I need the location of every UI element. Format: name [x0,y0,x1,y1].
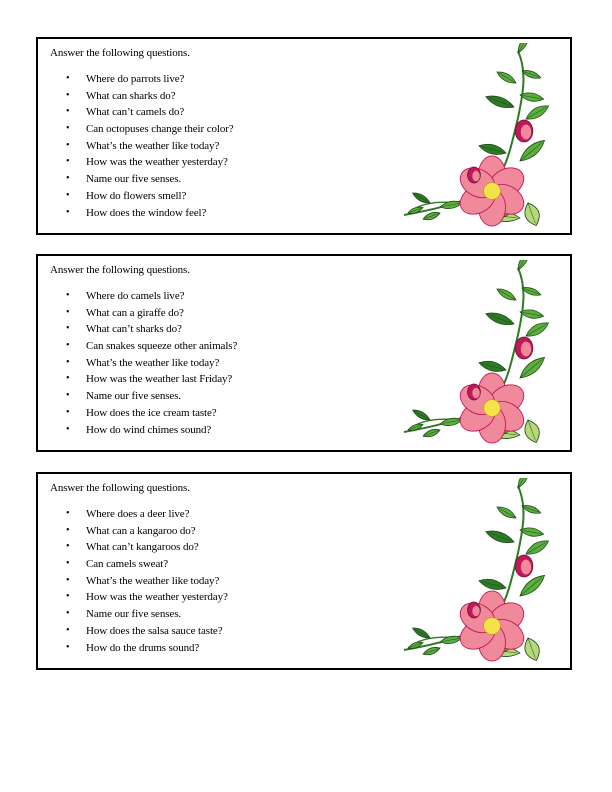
question-text: Name our five senses. [86,608,182,621]
bullet-icon: • [66,608,70,620]
question-text: How do flowers smell? [86,189,187,202]
flower-center [484,183,501,200]
bullet-icon: • [66,574,70,586]
bullet-icon: • [66,323,70,335]
question-text: Where do parrots live? [86,73,185,85]
bullet-icon: • [66,290,70,301]
question-item [54,138,234,155]
question-text: What can’t camels do? [86,106,185,119]
leaf-icon [422,645,441,657]
flower-corner-illustration [400,43,556,227]
question-item [54,523,228,540]
bullet-icon: • [66,558,70,570]
flower-corner-illustration [400,260,556,444]
question-text: How do wind chimes sound? [86,423,212,436]
question-text: What can’t sharks do? [86,323,182,336]
question-item [54,388,237,405]
question-text: How does the window feel? [86,206,207,219]
bullet-icon: • [66,406,70,418]
leaf-icon [495,69,518,86]
leaf-icon [515,260,531,272]
question-item [54,573,228,590]
leaf-icon [495,286,518,303]
leaf-icon [521,418,542,444]
bud-inner [472,170,480,181]
leaf-blade [515,478,531,490]
leaf-icon [524,102,551,123]
leaf-icon [484,93,515,112]
bullet-icon: • [66,123,70,135]
question-text: Where does a deer live? [86,508,190,520]
leaf-blade [515,43,531,55]
bullet-icon: • [66,641,70,653]
question-card-1 [36,37,572,235]
bullet-icon: • [66,106,70,118]
bullet-icon: • [66,206,70,218]
question-item [54,371,237,388]
bullet-icon: • [66,189,70,201]
bullet-icon: • [66,423,70,435]
question-item [54,589,228,606]
bullet-icon: • [66,139,70,151]
question-item [54,606,228,623]
question-text: Can camels sweat? [86,558,168,571]
question-text: Name our five senses. [86,390,182,403]
bud-inner [521,124,532,139]
bullet-icon: • [66,508,70,519]
leaf-icon [422,427,441,439]
card-title: Answer the following questions. [50,482,190,494]
bullet-icon: • [66,373,70,385]
flower-center [484,400,501,417]
question-text: What’s the weather like today? [86,139,220,152]
question-text: What’s the weather like today? [86,574,220,587]
question-item [54,355,237,372]
leaf-icon [478,141,507,157]
flower-icon [455,591,529,661]
flower-icon [455,373,529,443]
question-text: What’s the weather like today? [86,356,220,369]
question-text: How does the salsa sauce taste? [86,624,223,637]
question-text: Can snakes squeeze other animals? [86,340,238,353]
bud-inner [472,605,480,616]
question-item [54,506,228,523]
question-text: How does the ice cream taste? [86,406,217,419]
question-list [54,71,234,221]
bullet-icon: • [66,524,70,536]
leaf-icon [495,504,518,521]
leaf-icon [515,478,531,490]
question-item [54,539,228,556]
flower-icon [455,156,529,226]
bullet-icon: • [66,624,70,636]
question-item [54,121,234,138]
question-text: Name our five senses. [86,173,182,186]
question-item [54,338,237,355]
question-item [54,205,234,222]
bullet-icon: • [66,356,70,368]
bullet-icon: • [66,156,70,168]
question-item [54,154,234,171]
question-item [54,422,237,439]
leaf-icon [515,43,531,55]
leaf-icon [484,310,515,329]
question-item [54,171,234,188]
leaf-icon [484,528,515,547]
leaf-icon [478,576,507,592]
leaf-icon [521,201,542,227]
bud-icon [468,167,481,183]
bud-inner [472,387,480,398]
leaf-icon [422,210,441,222]
question-item [54,623,228,640]
leaf-icon [524,537,551,558]
bud-inner [521,559,532,574]
question-item [54,640,228,657]
question-item [54,188,234,205]
question-item [54,104,234,121]
question-list [54,506,228,656]
question-text: What can a kangaroo do? [86,524,196,537]
bud-icon [515,555,533,577]
bullet-icon: • [66,89,70,101]
leaf-icon [478,358,507,374]
question-item [54,305,237,322]
card-title: Answer the following questions. [50,264,190,276]
question-item [54,288,237,305]
question-text: What can’t kangaroos do? [86,541,199,554]
question-text: What can a giraffe do? [86,306,184,319]
bud-inner [521,341,532,356]
flower-center [484,618,501,635]
question-text: How was the weather yesterday? [86,591,228,604]
question-text: How was the weather last Friday? [86,373,233,386]
bud-icon [468,602,481,618]
bullet-icon: • [66,73,70,84]
bullet-icon: • [66,173,70,185]
bullet-icon: • [66,591,70,603]
question-item [54,556,228,573]
bud-icon [468,384,481,400]
bud-icon [515,337,533,359]
leaf-icon [411,625,431,640]
flower-corner-illustration [400,478,556,662]
question-text: How was the weather yesterday? [86,156,228,169]
question-card-2 [36,254,572,452]
question-item [54,321,237,338]
leaf-icon [411,407,431,422]
question-text: Where do camels live? [86,290,185,302]
bullet-icon: • [66,390,70,402]
question-item [54,88,234,105]
bullet-icon: • [66,541,70,553]
question-card-3 [36,472,572,670]
question-item [54,71,234,88]
question-text: Can octopuses change their color? [86,123,234,136]
leaf-icon [524,319,551,340]
leaf-icon [521,636,542,662]
card-title: Answer the following questions. [50,47,190,59]
bud-icon [515,120,533,142]
question-text: How do the drums sound? [86,641,200,654]
leaf-blade [515,260,531,272]
question-text: What can sharks do? [86,89,176,102]
question-list [54,288,237,438]
bullet-icon: • [66,340,70,352]
bullet-icon: • [66,306,70,318]
question-item [54,405,237,422]
leaf-icon [411,190,431,205]
